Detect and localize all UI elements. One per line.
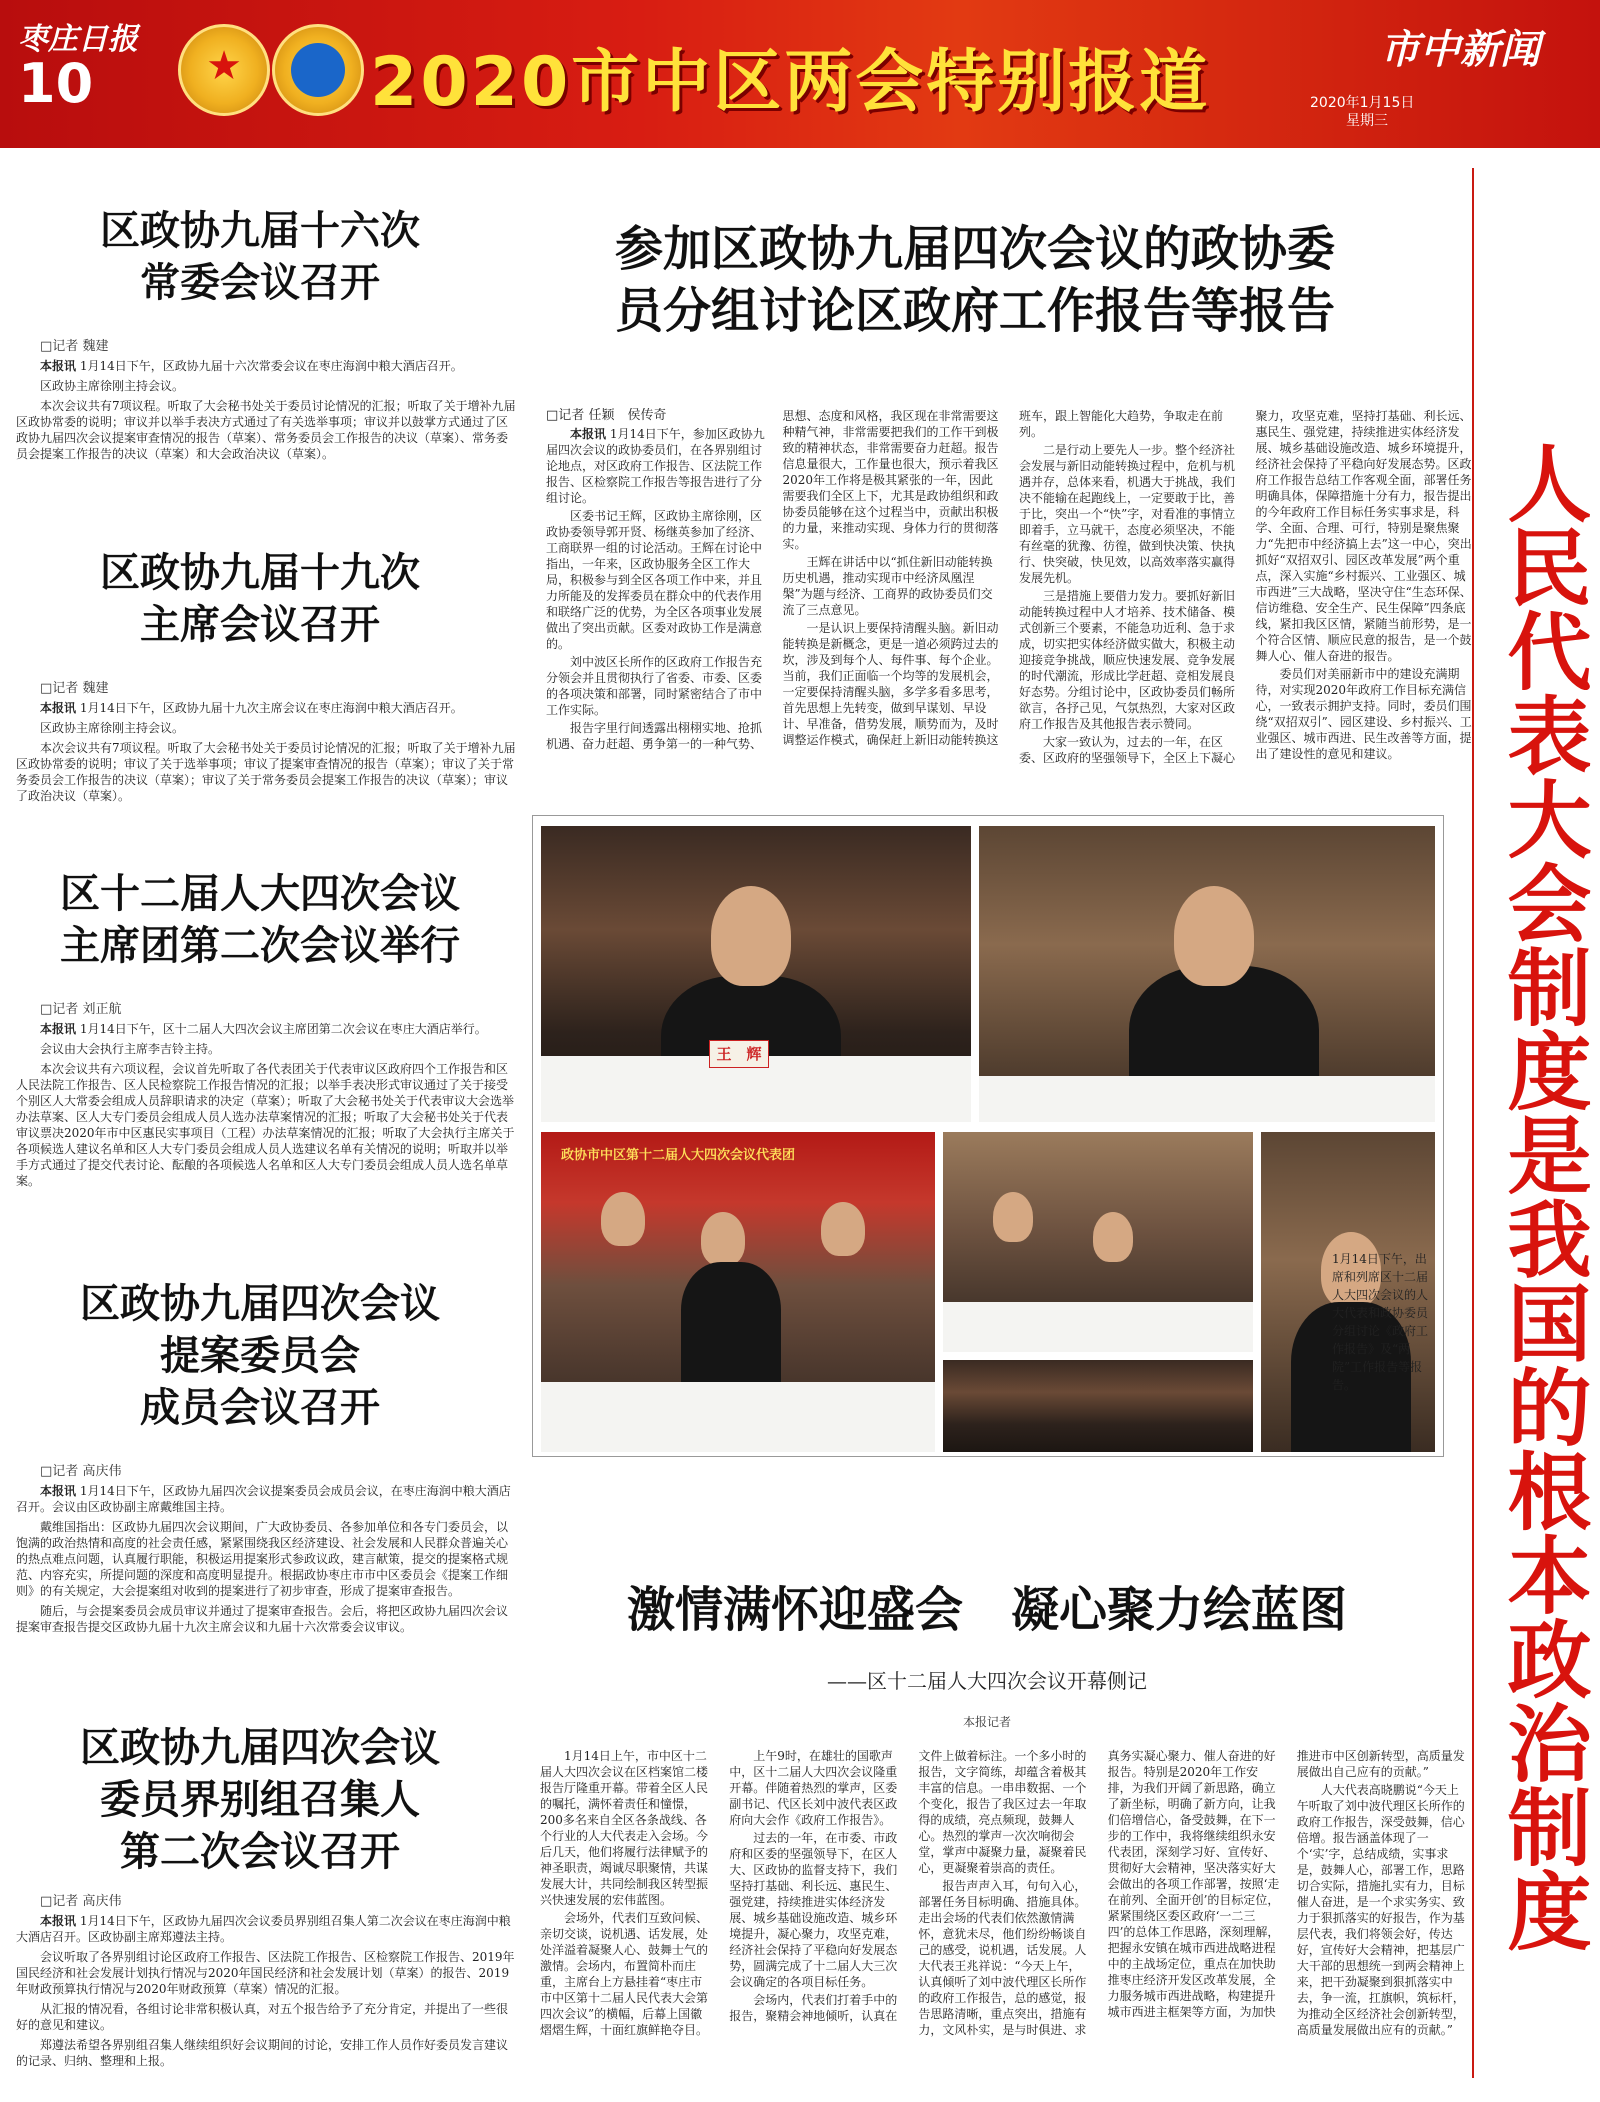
paragraph: 从汇报的情况看，各组讨论非常积极认真，对五个报告给予了充分肯定，并提出了一些很好的意见和建议。 [16,2002,509,2032]
article-presidium [0,868,520,1189]
byline [0,1890,520,1909]
dateline: 本报讯 [40,1914,77,1928]
paragraph: 会场内，代表们打着手中的报告，聚精会神地倾听，认真在文件上做着标注。一个多小时的报告，文字简练，却蕴含着极其丰富的信息。一串串数据、一个个变化，报告了我区过去一年取得的成绩，亮点频现，鼓舞人心。热烈的掌声一次次响彻会堂，掌声中凝聚力量，凝聚着民心，更凝聚着崇高的责任。 [729,1749,1087,2023]
cppcc-emblem-icon [272,24,364,116]
national-emblem-icon: ★ [178,24,270,116]
lead-text: 1月14日下午，区十二届人大四次会议主席团第二次会议在枣庄大酒店举行。 [79,1022,487,1036]
lead-paragraph [0,700,520,716]
headline-line: 区政协九届十六次 [100,208,420,254]
photo-delegates-bottom [943,1360,1253,1452]
reporter-label: □记者 [40,681,79,696]
paragraph: 人大代表高晓鹏说“今天上午听取了刘中波代理区长所作的政府工作报告，深受鼓舞，信心倍增。报告涵盖体现了一个‘实’字，总结成绩，实事求是，鼓舞人心，部署工作，思路切合实际，措施扎实有力，目标催人奋进，是一个求实务实、致力于狠抓落实的好报告，作为基层代表，我们将领会好，传达好，宣传好大会精神，把基层广大干部的思想统一到两会精神上来，把干劲凝聚到狠抓落实中去，争一流，扛旗帜，筑标杆，为推动全区经济社会创新转型，高质量发展做出应有的贡献。” [1296,1783,1465,2037]
headline-line: 主席团第二次会议举行 [60,923,460,969]
nameplate: 王 辉 [709,1040,769,1068]
main-headline [520,218,1430,342]
paragraph: 一是认识上要保持清醒头脑。新旧动能转换是新概念，更是一道必须跨过去的坎，涉及到每个人、每件事、每个企业。当前，我们正面临一个均等的发展机会，一定要保持清醒头脑，多学多看多思考，首先思想上先转变，做到早谋划、早设计、早准备，借势发展，顺势而为，及时调整运作模式，确保赶上新旧动能转换这班车，跟上智能化大趋势，争取走在前列。 [782,409,1224,747]
paragraph: 三是措施上要借力发力。要抓好新旧动能转换过程中人才培养、技术储备、模式创新三个要素，不能急功近利、急于求成，切实把实体经济做实做大，积极主动迎接竞争挑战，顺应快速发展、竞争发展的时代潮流，形成比学赶超、竞相发展良好态势。分组讨论中，区政协委员们畅所欲言，各抒己见，气氛热烈，大家对区政府工作报告及其他报告表示赞同。 [1019,589,1236,731]
reporter-name: 任颖 侯传奇 [588,408,667,423]
photo-caption: 1月14日下午，出席和列席区十二届人大四次会议的人大代表和政协委员分组讨论《政府工作报告》及“两院”工作报告等报告。 [1332,1252,1429,1392]
headline [0,868,520,972]
paragraph: 上午9时，在雄壮的国歌声中，区十二届人大四次会议隆重开幕。伴随着热烈的掌声，区委副书记、代区长刘中波代表区政府向大会作《政府工作报告》。 [729,1749,898,1827]
article-standing-committee [0,205,520,462]
paragraph: 区政协主席徐刚主持会议。 [40,721,185,735]
side-banner [1472,168,1594,2078]
reporter-label: □记者 [546,408,585,423]
lead-text: 1月14日下午，参加区政协九届四次会议的政协委员们，在各界别组讨论地点，对区政府工作报告、区法院工作报告、区检察院工作报告等报告进行了分组讨论。 [546,427,765,505]
issue-date [1310,94,1414,130]
paragraph: 本次会议共有六项议程，会议首先听取了各代表团关于代表审议区政府四个工作报告和区人民法院工作报告、区人民检察院工作报告情况的汇报；以举手表决形式审议通过了关于接受个别区人大常委会组成人员辞职请求的决定（草案）；听取了大会秘书处关于代表审议大会选举办法草案、区人大专门委员会组成人员人选办法草案情况的汇报；听取了大会秘书处关于代表审议票决2020年市中区惠民实事项目（工程）办法草案情况的汇报；听取了大会执行主席关于各项候选人建议名单和区人大专门委员会组成人员人选建议名单有关情况的说明；听取并以举手方式通过了提交代表讨论、酝酿的各项候选人名单和区人大专门委员会组成人员人选名单草案。 [16,1062,515,1188]
byline [0,335,520,354]
paragraph: 随后，与会提案委员会成员审议并通过了提案审查报告。会后，将把区政协九届四次会议提案审查报告提交区政协九届十九次主席会议和九届十六次常委会议审议。 [16,1604,509,1634]
lead-paragraph [0,1021,520,1037]
headline [0,1278,520,1434]
lead-paragraph [0,1913,520,1945]
paragraph: 郑遵法希望各界别组召集人继续组织好会议期间的讨论，安排工作人员作好委员发言建议的记录、归纳、整理和上报。 [16,2038,509,2068]
weekday: 星期三 [1346,113,1388,129]
dateline: 本报讯 [40,1022,77,1036]
dateline: 本报讯 [40,359,77,373]
main-article-body [546,408,1476,798]
section-name: 市中新闻 [1380,26,1540,73]
masthead [0,0,1600,148]
lead-paragraph [546,426,767,506]
headline-line: 区十二届人大四次会议 [60,871,460,917]
feature-credit: 本报记者 [962,1715,1011,1729]
reporter-label: □记者 [40,1464,79,1479]
headline-line: 主席会议召开 [140,602,380,648]
lead-text: 1月14日下午，区政协九届四次会议委员界别组召集人第二次会议在枣庄海润中粮大酒店召开。区政协副主席郑遵法主持。 [16,1914,511,1944]
side-banner-slogan: 人民代表大会制度是我国的根本政治制度 [1494,440,1592,1952]
paragraph: 过去的一年，在市委、市政府和区委的坚强领导下，在区人大、区政协的监督支持下，我们坚持打基础、利长远、惠民生、强党建，持续推进实体经济发展、城乡基础设施改造、城乡环境提升，凝心聚力，攻坚克难，经济社会保持了平稳向好发展态势，圆满完成了十二届人大三次会议确定的各项目标任务。 [729,1831,898,1989]
paragraph: 1月14日上午，市中区十二届人大四次会议在区档案馆二楼报告厅隆重开幕。带着全区人民的嘱托，满怀着责任和憧憬，200多名来自全区各条战线、各个行业的人大代表走入会场。今后几天，他们将履行法律赋予的神圣职责，竭诚尽职聚情，共谋发展大计，共同绘制我区转型振兴快速发展的宏伟蓝图。 [540,1749,709,1907]
headline [0,547,520,651]
reporter-name: 刘正航 [82,1002,122,1017]
headline-line: 区政协九届四次会议 [80,1725,440,1771]
photo-delegates-row [943,1132,1253,1352]
reporter-name: 魏建 [82,339,109,354]
reporter-label: □记者 [40,339,79,354]
photo-collage [532,815,1444,1457]
headline-line: 成员会议召开 [140,1385,380,1431]
paragraph: 本次会议共有7项议程。听取了大会秘书处关于委员讨论情况的汇报；听取了关于增补九届区政协常委的说明；审议并以举手表决方式通过了有关选举事项；审议并以鼓掌方式通过了区政协九届四次会议提案审查情况的报告（草案）、常务委员会工作报告的决议（草案）、常务委员会提案工作报告的决议（草案）和大会政治决议（草案）。 [16,399,516,461]
paragraph: 委员们对美丽新市中的建设充满期待，对实现2020年政府工作目标充满信心，一致表示拥护支持。同时，委员们围绕“双招双引”、园区建设、乡村振兴、工业强区、城市西进、民生改善等方面，提出了建设性的意见和建议。 [1255,667,1472,761]
headline-line: 委员界别组召集人 [100,1777,420,1823]
paragraph: 本次会议共有7项议程。听取了大会秘书处关于委员讨论情况的汇报；听取了关于增补九届区政协常委的说明；审议了关于选举事项；审议了提案审查情况的报告（草案）；审议了关于常务委员会工作报告的决议（草案）；审议了关于常务委员会提案工作报告的决议（草案）；审议了政治决议（草案）。 [16,741,516,803]
headline-line: 员分组讨论区政府工作报告等报告 [614,283,1335,339]
byline [0,1460,520,1479]
lead-text: 1月14日下午，区政协九届四次会议提案委员会成员会议，在枣庄海润中粮大酒店召开。会议由区政协副主席戴维国主持。 [16,1484,511,1514]
paragraph: 会场外，代表们互致问候、亲切交谈，说机遇、话发展，处处洋溢着凝聚人心、鼓舞士气的激情。会场内，布置简朴而庄重，主席台上方悬挂着“枣庄市市中区第十二届人民代表大会第四次会议”的横幅，后幕上国徽熠熠生辉，十面红旗鲜艳夺目。 [540,1911,709,2037]
paragraph: 报告字里行间透露出栩栩实地、抢抓机遇、奋力赶超、勇争第一的一种气势、思想、态度和风格，我区现在非常需要这种精气神，非常需要把我们的工作干到极致的精神状态，非常需要奋力赶超。报告信息量很大，工作量也很大，预示着我区2020年工作将是极其紧张的一年，因此需要我们全区上下，尤其是政协组织和政协委员能够在这个过程当中，贡献出积极的力量，来推动实现、身体力行的贯彻落实。 [546,409,999,751]
reporter-label: □记者 [40,1002,79,1017]
photo-group-discussion [541,1132,935,1452]
headline-line: 区政协九届十九次 [100,550,420,596]
headline-line: 提案委员会 [160,1333,360,1379]
paragraph: 报告声声入耳，句句入心，部署任务目标明确、措施具体。走出会场的代表们依然激情满怀，意犹未尽，他们纷纷畅谈自己的感受，说机遇，话发展。人大代表王兆祥说：“今天上午，认真倾听了刘中波代理区长所作的政府工作报告，总的感觉，报告思路清晰，重点突出，措施有力，文风朴实，是与时俱进、求真务实凝心聚力、催人奋进的好报告。特别是2020年工作安排，为我们开阔了新思路，确立了新坐标，明确了新方向，让我们倍增信心，备受鼓舞，在下一步的工作中，我将继续组织永安代表团，深刻学习好、宣传好、贯彻好大会精神，坚决落实好大会做出的各项工作部署，按照‘走在前列、全面开创’的目标定位，紧紧围绕区委区政府‘一二三四’的总体工作思路，深刻理解，把握永安镇在城市西进战略进程中的主战场定位，重点在加快助推枣庄经济开发区改革发展，全力服务城市西进战略，构建提升城市西进主框架等方面，为加快推进市中区创新转型，高质量发展做出自己应有的贡献。” [918,1749,1465,2037]
photo-speaker [541,826,971,1122]
date: 2020年1月15日 [1310,95,1415,111]
headline-line: 区政协九届四次会议 [80,1281,440,1327]
paragraph: 大家一致认为，过去的一年，在区委、区政府的坚强领导下，全区上下凝心聚力，攻坚克难，坚持打基础、利长远、惠民生、强党建，持续推进实体经济发展、城乡基础设施改造、城乡环境提升，经济社会保持了平稳向好发展态势。区政府工作报告总结工作客观全面，部署任务明确具体，保障措施十分有力，报告提出的今年政府工作目标任务实事求是，科学、全面、合理、可行，特别是聚焦聚力“先把市中经济搞上去”这一中心，突出抓好“双招双引、园区改革发展”两个重点，深入实施“乡村振兴、工业强区、城市西进”三大战略，坚决守住“生态环保、信访维稳、安全生产、民生保障”四条底线，紧扣我区区情，紧随当前形势，是一个符合区情、顺应民意的报告，是一个鼓舞人心、催人奋进的报告。 [1019,409,1472,765]
headline-line: 常委会议召开 [140,260,380,306]
feature-headline: 激情满怀迎盛会 凝心聚力绘蓝图 [626,1582,1347,1638]
paragraph: 戴维国指出：区政协九届四次会议期间，广大政协委员、各参加单位和各专门委员会，以饱满的政治热情和高度的社会责任感，紧紧围绕我区经济建设、社会发展和人民群众普遍关心的热点难点问题，认真履行职能，积极运用提案形式参政议政，建言献策，提交的提案格式规范、内容充实，所提问题的深度和高度明显提升。根据政协枣庄市市中区委员会《提案工作细则》的有关规定，大会提案组对收到的提案进行了初步审查，形成了提案审查报告。 [16,1520,509,1598]
article-convener-meeting [0,1722,520,2069]
reporter-name: 高庆伟 [82,1464,122,1479]
page-number: 10 [18,52,94,115]
newspaper-logo: 枣庄日报 [18,22,138,57]
photo-delegate [979,826,1435,1122]
byline [0,677,520,696]
headline-line: 参加区政协九届四次会议的政协委 [614,221,1335,277]
reporter-name: 高庆伟 [82,1894,122,1909]
paragraph: 刘中波区长所作的区政府工作报告充分领会并且贯彻执行了省委、市委、区委的各项决策和部署，同时紧密结合了市中工作实际。 [546,655,763,717]
feature-body [540,1748,1470,2093]
headline [0,1722,520,1878]
paragraph: 会议听取了各界别组讨论区政府工作报告、区法院工作报告、区检察院工作报告、2019年国民经济和社会发展计划执行情况与2020年国民经济和社会发展计划（草案）的报告、2019年财政预算执行情况与2020年财政预算（草案）情况的汇报。 [16,1950,515,1996]
dateline: 本报讯 [40,701,77,715]
lead-text: 1月14日下午，区政协九届十九次主席会议在枣庄海润中粮大酒店召开。 [79,701,463,715]
paragraph: 会议由大会执行主席李吉铃主持。 [40,1042,221,1056]
lead-paragraph [0,1483,520,1515]
paragraph: 区政协主席徐刚主持会议。 [40,379,185,393]
reporter-label: □记者 [40,1894,79,1909]
page-title: 2020市中区两会特别报道 [370,43,1211,122]
lead-text: 1月14日下午，区政协九届十六次常委会议在枣庄海润中粮大酒店召开。 [79,359,463,373]
venue-banner: 政协市中区第十二届人大四次会议代表团 [561,1148,796,1163]
paragraph: 二是行动上要先人一步。整个经济社会发展与新旧动能转换过程中，危机与机遇并存，总体来看，机遇大于挑战，我们决不能输在起跑线上，一定要敢于比，善于比，突出一个“快”字，对看准的事情立即着手，立马就干，态度必须坚决，不能有丝毫的犹豫、彷徨，做到快决策、快执行、快突破，快见效，以高效率落实赢得发展先机。 [1019,443,1236,585]
headline-line: 第二次会议召开 [120,1829,400,1875]
paragraph: 王辉在讲话中以“抓住新旧动能转换历史机遇，推动实现市中经济凤凰涅槃”为题与经济、工商界的政协委员们交流了三点意见。 [782,555,993,617]
lead-paragraph [0,358,520,374]
paragraph: 区委书记王辉，区政协主席徐刚，区政协委领导郭开贤、杨继英参加了经济、工商联界一组的讨论活动。王辉在讨论中指出，一年来，区政协服务全区工作大局，积极参与到全区各项工作中来，并且力所能及的发挥委员在群众中的代表作用和联络广泛的优势，为全区各项事业发展做出了突出贡献。区委对政协工作是满意的。 [546,509,763,651]
byline [546,408,767,424]
dateline: 本报讯 [570,427,607,441]
byline [0,998,520,1017]
reporter-name: 魏建 [82,681,109,696]
article-proposal-committee [0,1278,520,1635]
article-chairman-meeting [0,547,520,804]
dateline: 本报讯 [40,1484,77,1498]
headline [0,205,520,309]
feature-subheadline: ——区十二届人大四次会议开幕侧记 [827,1669,1147,1693]
